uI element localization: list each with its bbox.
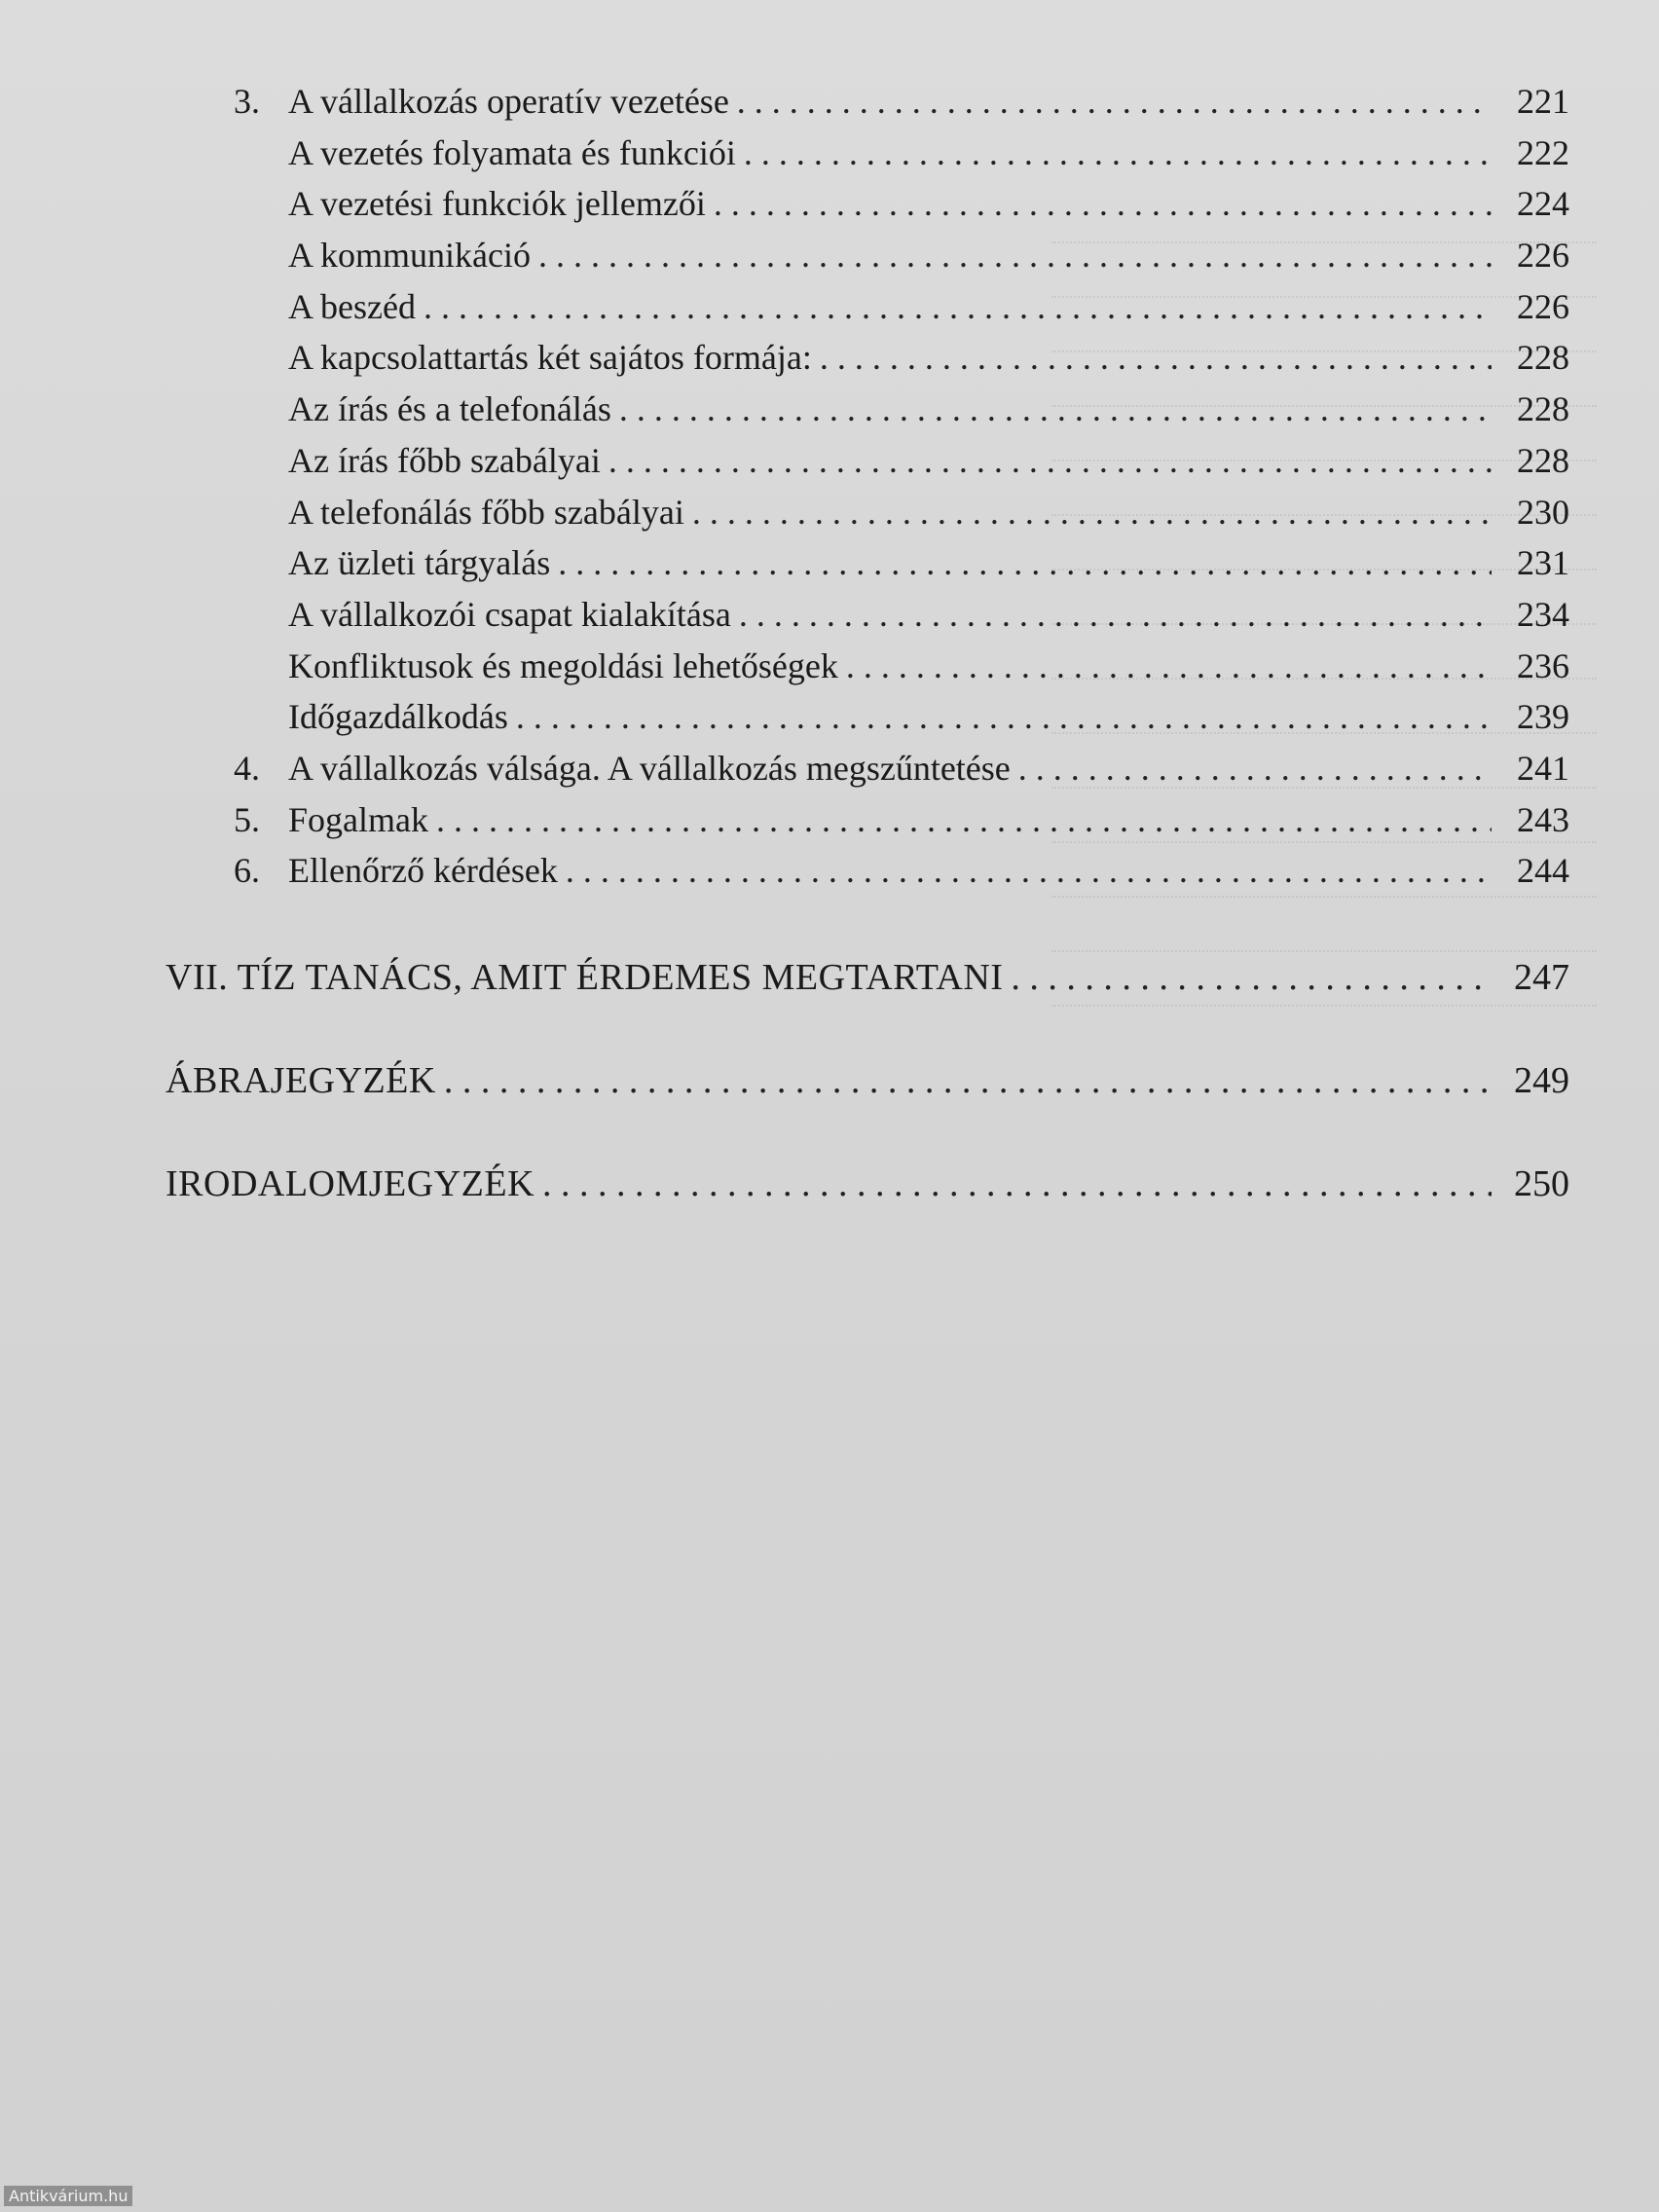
toc-entry-title: A beszéd	[288, 286, 416, 326]
toc-entry-page: 234	[1517, 594, 1569, 634]
toc-entry	[0, 128, 1659, 179]
toc-entry-page: 239	[1517, 697, 1569, 737]
toc-entry-title: A vezetési funkciók jellemzői	[288, 184, 706, 224]
toc-entry-page: 228	[1517, 389, 1569, 429]
table-of-contents	[0, 76, 1659, 1235]
dot-leader	[608, 435, 1492, 486]
toc-entry	[0, 589, 1659, 641]
dot-leader	[739, 589, 1492, 640]
toc-chapter-page: 247	[1514, 957, 1569, 998]
dot-leader	[846, 641, 1492, 691]
toc-entry-title: Az írás és a telefonálás	[288, 389, 611, 429]
dot-leader	[424, 281, 1492, 332]
toc-entry-title: A vezetés folyamata és funkciói	[288, 132, 736, 172]
toc-entry-title: Ellenőrző kérdések	[288, 851, 558, 891]
toc-entry-number: 5.	[234, 799, 260, 839]
dot-leader	[444, 1029, 1492, 1132]
dot-leader	[558, 537, 1492, 588]
toc-entry	[0, 691, 1659, 743]
toc-entry-page: 226	[1517, 286, 1569, 326]
toc-entry	[0, 487, 1659, 538]
watermark: Antikvárium.hu	[4, 2186, 132, 2206]
toc-chapter-title: VII. TÍZ TANÁCS, AMIT ÉRDEMES MEGTARTANI	[166, 957, 1004, 998]
dot-leader	[619, 384, 1492, 434]
toc-entry	[0, 743, 1659, 794]
toc-entry	[0, 435, 1659, 487]
toc-chapter-title: IRODALOMJEGYZÉK	[166, 1163, 535, 1204]
toc-entry	[0, 537, 1659, 589]
dot-leader	[714, 178, 1492, 229]
dot-leader	[1011, 926, 1492, 1029]
dot-leader	[436, 794, 1492, 845]
toc-entry-page: 226	[1517, 236, 1569, 276]
toc-entry-title: A kapcsolattartás két sajátos formája:	[288, 338, 812, 378]
dot-leader	[737, 76, 1492, 127]
toc-entry-number: 6.	[234, 851, 260, 891]
toc-entry	[0, 76, 1659, 128]
toc-entry-page: 230	[1517, 492, 1569, 532]
toc-entry	[0, 794, 1659, 846]
toc-entry-page: 236	[1517, 645, 1569, 685]
dot-leader	[566, 845, 1492, 896]
toc-entry-page: 228	[1517, 338, 1569, 378]
toc-entry-title: A vállalkozás operatív vezetése	[288, 82, 729, 121]
dot-leader	[1018, 743, 1492, 793]
toc-entry-page: 231	[1517, 543, 1569, 583]
dot-leader	[516, 691, 1492, 742]
toc-entry	[0, 230, 1659, 281]
toc-chapter	[0, 1029, 1659, 1132]
toc-entry-page: 222	[1517, 132, 1569, 172]
toc-entry-title: A vállalkozói csapat kialakítása	[288, 594, 731, 634]
toc-entry-title: A kommunikáció	[288, 236, 531, 276]
dot-leader	[538, 230, 1492, 280]
toc-entry-page: 244	[1517, 851, 1569, 891]
toc-entry	[0, 384, 1659, 435]
toc-chapter	[0, 926, 1659, 1029]
toc-entry-page: 221	[1517, 82, 1569, 121]
toc-entry	[0, 332, 1659, 384]
toc-chapter	[0, 1132, 1659, 1235]
toc-entry-page: 243	[1517, 799, 1569, 839]
toc-entry-number: 4.	[234, 748, 260, 788]
toc-entry-title: A vállalkozás válsága. A vállalkozás megszűntetése	[288, 748, 1011, 788]
toc-chapter-page: 249	[1514, 1060, 1569, 1101]
toc-entry-title: Időgazdálkodás	[288, 697, 508, 737]
dot-leader	[820, 332, 1492, 383]
toc-entry	[0, 641, 1659, 692]
dot-leader	[542, 1132, 1492, 1235]
toc-entry-page: 228	[1517, 440, 1569, 480]
toc-chapter-title: ÁBRAJEGYZÉK	[166, 1060, 436, 1101]
toc-entry-title: Az üzleti tárgyalás	[288, 543, 551, 583]
toc-entry-title: A telefonálás főbb szabályai	[288, 492, 684, 532]
toc-entry-page: 224	[1517, 184, 1569, 224]
toc-chapter-page: 250	[1514, 1163, 1569, 1204]
toc-entry	[0, 845, 1659, 897]
toc-entry-title: Fogalmak	[288, 799, 428, 839]
toc-entry	[0, 281, 1659, 333]
toc-entry-title: Konfliktusok és megoldási lehetőségek	[288, 645, 838, 685]
toc-entry	[0, 178, 1659, 230]
dot-leader	[692, 487, 1492, 537]
toc-entry-page: 241	[1517, 748, 1569, 788]
toc-entry-number: 3.	[234, 82, 260, 121]
dot-leader	[744, 128, 1492, 178]
toc-entry-title: Az írás főbb szabályai	[288, 440, 601, 480]
